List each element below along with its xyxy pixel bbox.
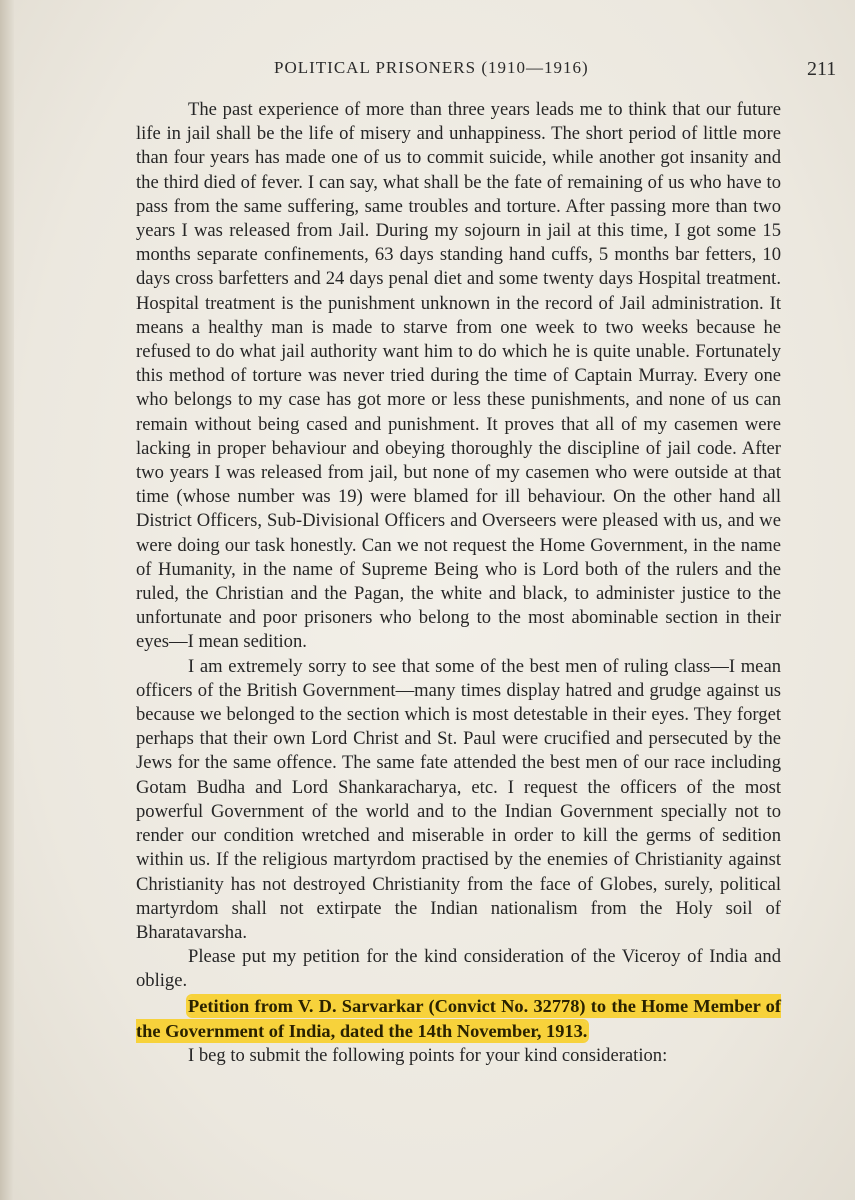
paragraph-prison-experience: The past experience of more than three years leads me to think that our future life in jail shall be the life of misery and unhappiness. The short period of little more than four years has made one of us to commit suicide, while another got insanity and the third died of fever. I can say, what shall be the fate of remaining of us who have to pass from the same suffering, same troubles and torture. After passing more than two years I was released from Jail. During my sojourn in jail at this time, I got some 15 months separate confinements, 63 days standing hand cuffs, 5 months bar fetters, 10 days cross barfetters and 24 days penal diet and some twenty days Hospital treatment. Hospital treatment is the punishment unknown in the record of Jail administration. It means a healthy man is made to starve from one week to two weeks because he refused to do what jail authority want him to do which he is quite unable. Fortunately this method of torture was never tried during the time of Captain Murray. Every one who belongs to my case has got more or less these punishments, and none of us can remain without being cased and punishment. It proves that all of my casemen were lacking in proper behaviour and obeying thoroughly the discipline of jail code. After two years I was released from jail, but none of my casemen who were outside at that time (whose number was 19) were blamed for ill behaviour. On the other hand all District Officers, Sub-Divisional Officers and Overseers were pleased with us, and we were doing our task honestly. Can we not request the Home Government, in the name of Humanity, in the name of Supreme Being who is Lord both of the rulers and the ruled, the Christian and the Pagan, the white and black, to administer justice to the unfortunate and poor prisoners who belong to the most abominable section in their eyes—I mean sedition. xyxy=(136,99,781,653)
petition-heading-highlighted xyxy=(136,994,781,1044)
book-page xyxy=(14,0,855,1200)
scan-binding-edge xyxy=(0,0,14,1200)
highlighted-text: Petition from V. D. Sarvarkar (Convict No. 32778) to the Home Member of the Government of India, dated the 14th November, 1913. xyxy=(136,995,781,1041)
page-number: 211 xyxy=(807,58,837,80)
running-title: POLITICAL PRISONERS (1910—1916) xyxy=(274,58,589,77)
paragraph-request-viceroy: Please put my petition for the kind consideration of the Viceroy of India and oblige. xyxy=(136,946,781,992)
closing-line: I beg to submit the following points for your kind consideration: xyxy=(188,1044,668,1066)
running-header xyxy=(14,58,855,88)
body-text xyxy=(136,98,781,1068)
paragraph-ruling-class: I am extremely sorry to see that some of the best men of ruling class—I mean officers of the British Government—many times display hatred and grudge against us because we belonged to the section which is most detestable in their eyes. They forget perhaps that their own Lord Christ and St. Paul were crucified and persecuted by the Jews for the same offence. The same fate attended the best men of our race including Gotam Budha and Lord Shankaracharya, etc. I request the officers of the most powerful Government of the world and to the Indian Government specially not to render our condition wretched and miserable in order to kill the germs of sedition within us. If the religious martyrdom practised by the enemies of Christianity against Christianity has not destroyed Christianity from the face of Globes, surely, political martyrdom shall not extirpate the Indian nationalism from the Holy soil of Bharatavarsha. xyxy=(136,655,781,943)
